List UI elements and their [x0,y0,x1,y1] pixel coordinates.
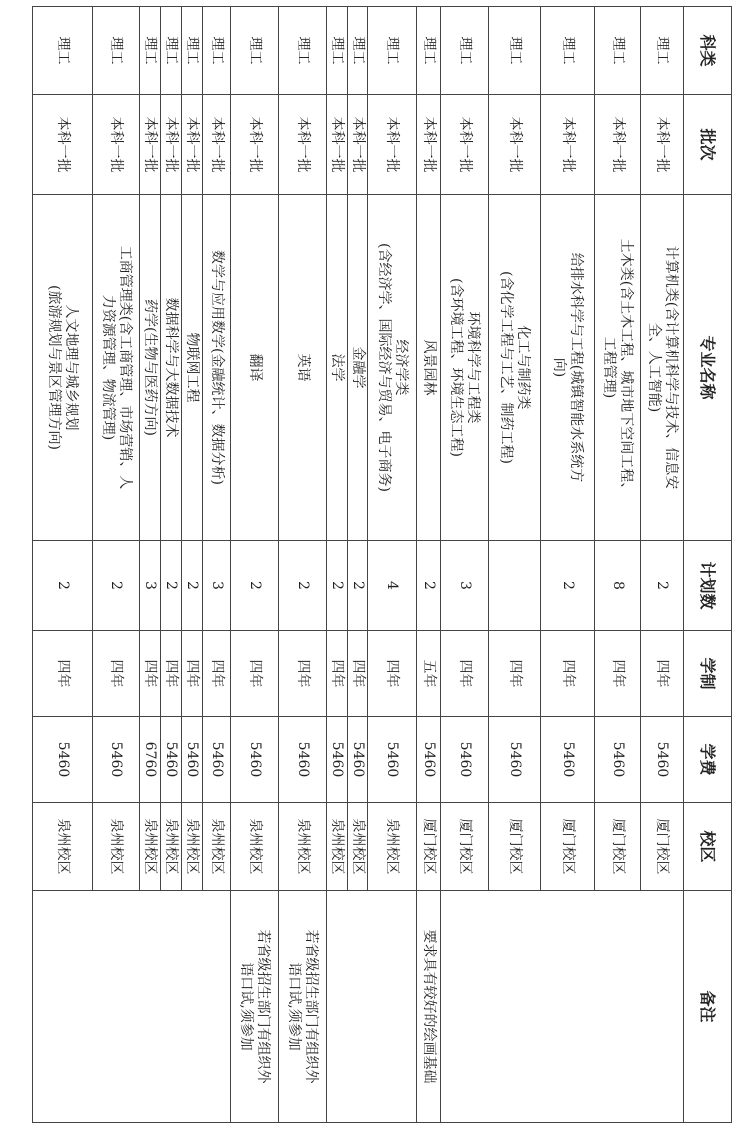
cell-plan: 2 [93,541,140,631]
cell-plan: 2 [541,541,595,631]
major-line: 计算机类(含计算机科学与技术、信息安 [663,245,679,490]
cell-major [327,195,348,541]
cell-batch: 本科一批 [33,95,93,195]
cell-batch: 本科一批 [161,95,182,195]
cell-tuition: 5460 [93,717,140,803]
header-major: 专业名称 [684,195,732,541]
cell-batch: 本科一批 [231,95,279,195]
cell-campus: 泉州校区 [203,803,231,891]
cell-category: 理工 [231,7,279,95]
remark-line: 若省级招生部门有组织外 [255,929,272,1084]
cell-category: 理工 [541,7,595,95]
major-line: 工程管理) [601,336,618,399]
remark-line: 若省级招生部门有组织外 [303,929,320,1084]
cell-batch: 本科一批 [203,95,231,195]
cell-major [161,195,182,541]
major-line: 数学与应用数学(金融统计、数据分析) [209,250,225,485]
cell-major [417,195,441,541]
cell-major [93,195,140,541]
major-line: 环境科学与工程类 [465,311,482,424]
cell-duration: 四年 [641,631,684,717]
header-category: 科类 [684,7,732,95]
cell-major [33,195,93,541]
cell-tuition: 6760 [140,717,161,803]
cell-category: 理工 [368,7,417,95]
cell-batch: 本科一批 [182,95,203,195]
cell-tuition: 5460 [441,717,489,803]
cell-category: 理工 [595,7,641,95]
cell-batch: 本科一批 [140,95,161,195]
cell-duration: 四年 [93,631,140,717]
cell-plan: 2 [161,541,182,631]
cell-category: 理工 [417,7,441,95]
table-row [231,7,279,1123]
table-row [203,7,231,1123]
cell-plan: 2 [231,541,279,631]
cell-campus: 泉州校区 [279,803,327,891]
cell-batch: 本科一批 [368,95,417,195]
cell-duration: 五年 [417,631,441,717]
cell-campus: 泉州校区 [231,803,279,891]
cell-plan [489,541,541,631]
cell-campus: 泉州校区 [140,803,161,891]
cell-tuition: 5460 [33,717,93,803]
major-line: 英语 [295,353,311,382]
cell-category: 理工 [441,7,489,95]
major-line: (旅游规划与景区管理方向) [46,285,63,450]
cell-campus: 厦门校区 [641,803,684,891]
cell-major [203,195,231,541]
cell-batch: 本科一批 [541,95,595,195]
cell-plan: 2 [33,541,93,631]
major-line: 数据科学与大数据技术 [163,297,180,438]
cell-major [441,195,489,541]
cell-tuition: 5460 [417,717,441,803]
cell-duration: 四年 [33,631,93,717]
major-line: 风景园林 [421,339,437,396]
major-line: 金融学 [350,346,366,389]
header-duration: 学制 [684,631,732,717]
cell-campus: 厦门校区 [417,803,441,891]
major-line: 全、人工智能) [646,322,662,413]
cell-duration: 四年 [327,631,348,717]
cell-category: 理工 [203,7,231,95]
cell-category: 理工 [489,7,541,95]
remark-empty-xiamen [441,891,684,1123]
table-row [641,7,684,1123]
cell-category: 理工 [161,7,182,95]
cell-major [641,195,684,541]
header-remark: 备注 [684,891,732,1123]
major-line: 物联网工程 [184,332,201,403]
major-line: 向) [551,357,568,378]
header-plan: 计划数 [684,541,732,631]
major-line: 法学 [329,353,346,382]
cell-tuition: 5460 [279,717,327,803]
cell-duration: 四年 [182,631,203,717]
cell-campus: 泉州校区 [327,803,348,891]
cell-campus: 厦门校区 [441,803,489,891]
remark-line: 语口试,须参加 [238,962,255,1051]
cell-plan: 2 [279,541,327,631]
cell-duration: 四年 [595,631,641,717]
enrollment-plan-table [32,6,732,1123]
cell-batch: 本科一批 [93,95,140,195]
table-row [368,7,417,1123]
remark-empty-econ [327,891,417,1123]
cell-batch: 本科一批 [489,95,541,195]
cell-major [140,195,161,541]
cell-category: 理工 [327,7,348,95]
cell-batch: 本科一批 [441,95,489,195]
remark-oral-english [279,891,327,1123]
cell-tuition: 5460 [327,717,348,803]
cell-category: 理工 [348,7,368,95]
cell-batch: 本科一批 [641,95,684,195]
cell-duration: 四年 [541,631,595,717]
cell-plan: 2 [348,541,368,631]
major-line: (含环境工程、环境生态工程) [448,278,465,457]
header-campus: 校区 [684,803,732,891]
major-line: 药学(生物与医药方向) [142,299,159,436]
cell-major [279,195,327,541]
major-line: 经济学类 [393,339,409,396]
cell-batch: 本科一批 [595,95,641,195]
cell-batch: 本科一批 [348,95,368,195]
table-row [417,7,441,1123]
header-row [684,7,732,1123]
cell-major [368,195,417,541]
cell-category: 理工 [279,7,327,95]
cell-campus: 泉州校区 [182,803,203,891]
cell-duration: 四年 [441,631,489,717]
cell-plan: 3 [140,541,161,631]
cell-plan: 4 [368,541,417,631]
cell-campus: 泉州校区 [348,803,368,891]
cell-duration: 四年 [231,631,279,717]
header-tuition: 学费 [684,717,732,803]
cell-duration: 四年 [161,631,182,717]
cell-tuition: 5460 [541,717,595,803]
cell-category: 理工 [93,7,140,95]
major-line: (含经济学、国际经济与贸易、电子商务) [376,243,392,492]
cell-tuition: 5460 [641,717,684,803]
cell-major [231,195,279,541]
major-line: 翻译 [247,353,263,382]
cell-campus: 厦门校区 [489,803,541,891]
cell-duration: 四年 [368,631,417,717]
cell-tuition: 5460 [161,717,182,803]
major-line: 工商管理类(含工商管理、市场营销、人 [117,245,133,490]
cell-campus: 泉州校区 [33,803,93,891]
major-line: 人文地理与城乡规划 [63,304,80,431]
cell-tuition: 5460 [348,717,368,803]
cell-campus: 泉州校区 [161,803,182,891]
major-line: 化工与制药类 [515,325,532,410]
remark-oral-translation [231,891,279,1123]
cell-tuition: 5460 [182,717,203,803]
cell-duration: 四年 [348,631,368,717]
remark-painting: 要求具有较好的绘画基础 [417,891,441,1123]
cell-campus: 泉州校区 [368,803,417,891]
cell-plan: 2 [641,541,684,631]
remark-line: 语口试,须参加 [286,962,303,1051]
table-body [33,7,684,1123]
cell-batch: 本科一批 [417,95,441,195]
cell-tuition: 5460 [203,717,231,803]
cell-campus: 厦门校区 [541,803,595,891]
cell-campus: 泉州校区 [93,803,140,891]
cell-duration: 四年 [140,631,161,717]
table-row [279,7,327,1123]
cell-campus: 厦门校区 [595,803,641,891]
cell-plan: 3 [441,541,489,631]
cell-batch: 本科一批 [279,95,327,195]
cell-duration: 四年 [203,631,231,717]
remark-empty-quanzhou [33,891,231,1123]
cell-plan: 2 [417,541,441,631]
header-batch: 批次 [684,95,732,195]
cell-tuition: 5460 [368,717,417,803]
cell-major [541,195,595,541]
cell-tuition: 5460 [231,717,279,803]
cell-plan: 3 [203,541,231,631]
cell-tuition: 5460 [595,717,641,803]
cell-duration: 四年 [489,631,541,717]
cell-category: 理工 [182,7,203,95]
cell-tuition: 5460 [489,717,541,803]
cell-category: 理工 [641,7,684,95]
cell-plan: 8 [595,541,641,631]
major-line: (含化学工程与工艺、制药工程) [498,271,515,464]
cell-category: 理工 [140,7,161,95]
cell-major [489,195,541,541]
cell-plan: 2 [327,541,348,631]
cell-major [348,195,368,541]
major-line: 力资源管理、物流管理) [100,294,116,441]
cell-category: 理工 [33,7,93,95]
cell-major [182,195,203,541]
cell-plan: 2 [182,541,203,631]
cell-duration: 四年 [279,631,327,717]
cell-major [595,195,641,541]
major-line: 土木类(含土木工程、城市地下空间工程、 [618,238,635,497]
major-line: 给排水科学与工程(城镇智能水系统方 [568,252,585,483]
cell-batch: 本科一批 [327,95,348,195]
